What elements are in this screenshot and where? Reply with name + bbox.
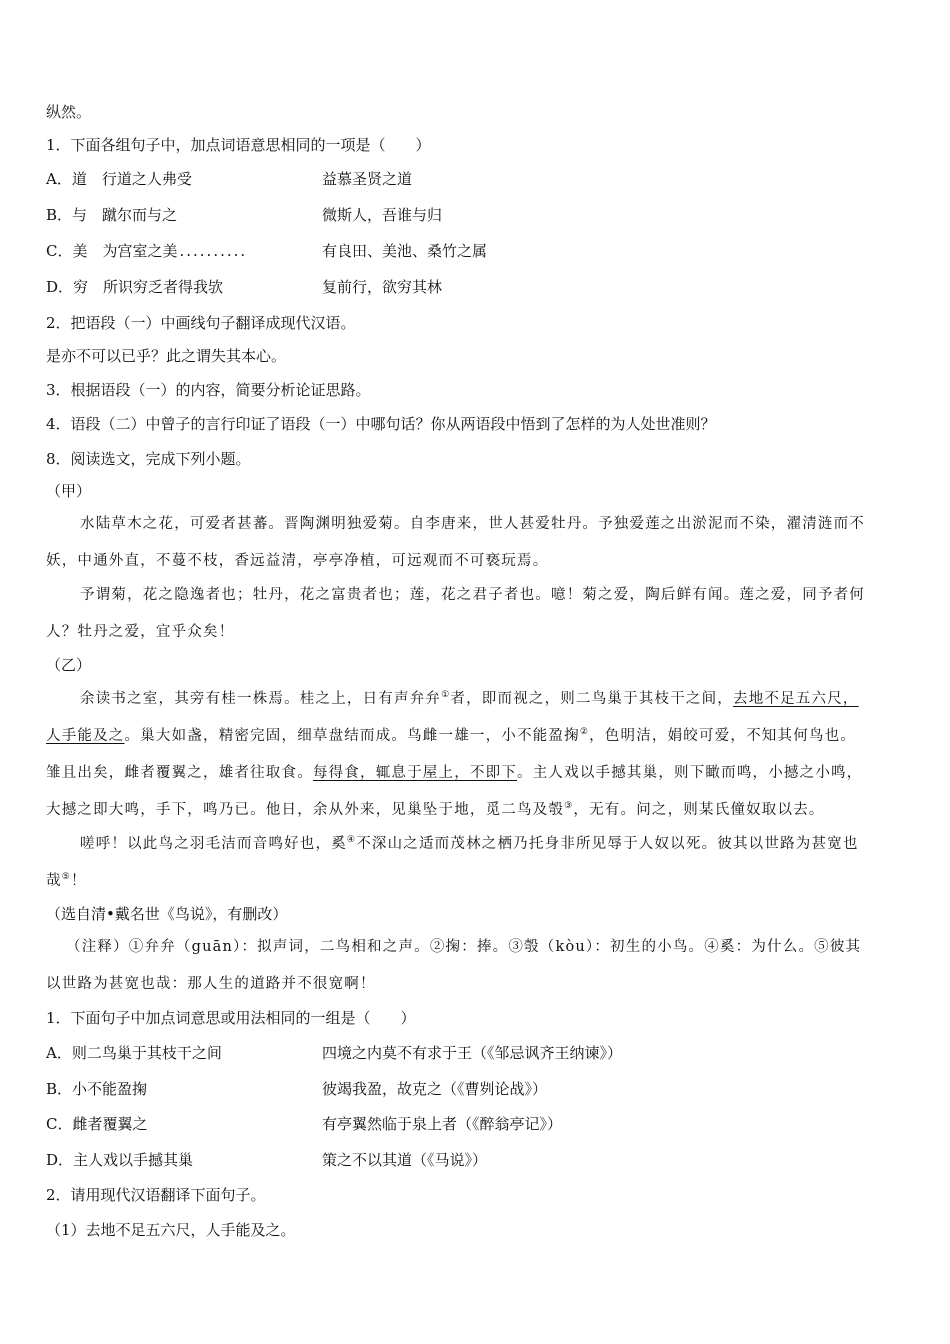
passage-jia-label: （甲） [46, 482, 92, 500]
option-c-sentence-1: C．美 为宫室之美 [46, 242, 178, 260]
option-d-sentence-1: D．穷 所识穷乏者得我欤 [46, 278, 224, 296]
passage-yi-line [80, 834, 859, 854]
sub-option-d-sentence-1: D．主人戏以手撼其巢 [46, 1151, 194, 1169]
passage-text: 。主人戏以手撼其巢，则下瞰而鸣，小撼之小鸣， [517, 765, 863, 781]
annotation-line: （注释）①弁弁（guān）：拟声词，二鸟相和之声。②掬：捧。③彀（kòu）：初生的小鸟。④奚：为什么。⑤彼其 [66, 939, 862, 955]
footnote-marker: ⑤ [61, 872, 71, 883]
question-2: 2．把语段（一）中画线句子翻译成现代汉语。 [46, 314, 356, 332]
passage-text: 不深山之适而茂林之栖乃托身非所见辱于人奴以死。彼其以世路为甚宽也 [356, 836, 859, 852]
passage-text: ，色明洁，娟皎可爱，不知其何鸟也。 [589, 728, 856, 744]
text-line: 纵然。 [46, 103, 92, 121]
sub-option-b-sentence-1: B．小不能盈掬 [46, 1080, 148, 1098]
sub-option-b-sentence-2: 彼竭我盈，故克之（《曹刿论战》） [322, 1080, 548, 1098]
sub-option-d [46, 1150, 488, 1170]
passage-yi-label: （乙） [46, 656, 92, 674]
footnote-marker: ① [441, 690, 451, 701]
footnote-marker: ③ [564, 801, 574, 812]
passage-yi-line [80, 689, 859, 709]
option-d-sentence-2: 复前行，欲穷其林 [322, 278, 443, 296]
passage-jia-line: 水陆草木之花，可爱者甚蕃。晋陶渊明独爱菊。自李唐来，世人甚爱牡丹。予独爱莲之出淤泥而不染，濯清涟而不 [80, 516, 865, 532]
source-citation: （选自清•戴名世《鸟说》，有删改） [46, 905, 288, 923]
footnote-marker: ② [579, 727, 590, 738]
sub-option-a-sentence-1: A．则二鸟巢于其枝干之间 [46, 1044, 222, 1062]
underlined-sentence: 人手能及之 [46, 728, 125, 744]
question-3: 3．根据语段（一）的内容，简要分析论证思路。 [46, 381, 371, 399]
sub-option-c-sentence-2: 有亭翼然临于泉上者（《醉翁亭记》） [322, 1115, 563, 1133]
annotation-line: 以世路为甚宽也哉：那人生的道路并不很宽啊！ [46, 976, 376, 992]
passage-yi-line [46, 871, 87, 891]
option-b [46, 205, 443, 225]
emphasis-dots: .......... [179, 242, 248, 260]
question-2-sentence: 是亦不可以已乎？此之谓失其本心。 [46, 347, 287, 365]
option-d [46, 277, 443, 297]
underlined-sentence: 去地不足五六尺， [733, 691, 859, 707]
option-a [46, 169, 413, 189]
passage-jia-line: 人？牡丹之爱，宜乎众矣！ [46, 624, 235, 640]
passage-jia-line: 予谓菊，花之隐逸者也；牡丹，花之富贵者也；莲，花之君子者也。噫！菊之爱，陶后鲜有闻。莲之爱，同予者何 [80, 587, 865, 603]
sub-option-d-sentence-2: 策之不以其道（《马说》） [322, 1151, 488, 1169]
option-b-sentence-2: 微斯人，吾谁与归 [322, 206, 443, 224]
option-b-sentence-1: B．与 蹴尔而与之 [46, 206, 178, 224]
passage-text: ，无有。问之，则某氏僮奴取以去。 [573, 802, 825, 818]
sub-option-a-sentence-2: 四境之内莫不有求于王（《邹忌讽齐王纳谏》） [322, 1044, 623, 1062]
option-a-sentence-2: 益慕圣贤之道 [322, 170, 413, 188]
underlined-sentence: 每得食，辄息于屋上，不即下 [312, 765, 518, 781]
passage-text: 者，即而视之，则二鸟巢于其枝干之间， [450, 691, 733, 707]
subquestion-1: 1．下面句子中加点词意思或用法相同的一组是（ ） [46, 1009, 416, 1027]
passage-yi-line [46, 800, 825, 820]
footnote-marker: ④ [346, 835, 357, 846]
passage-yi-line [46, 763, 862, 783]
subquestion-2-item-1: （1）去地不足五六尺，人手能及之。 [46, 1221, 296, 1239]
sub-option-c [46, 1114, 563, 1134]
passage-text: 嗟呼！以此鸟之羽毛洁而音鸣好也，奚 [80, 836, 347, 852]
option-a-sentence-1: A．道 行道之人弗受 [46, 170, 192, 188]
passage-text: ！ [70, 873, 87, 889]
option-c [46, 241, 488, 261]
sub-option-a [46, 1043, 623, 1063]
question-1: 1．下面各组句子中，加点词语意思相同的一项是（ ） [46, 136, 431, 154]
option-c-sentence-2: 有良田、美池、桑竹之属 [322, 242, 488, 260]
passage-yi-line [46, 726, 856, 746]
question-4: 4．语段（二）中曾子的言行印证了语段（一）中哪句话？你从两语段中悟到了怎样的为人处世准则？ [46, 415, 716, 433]
passage-text: 雏且出矣，雌者覆翼之，雄者往取食。 [46, 765, 313, 781]
passage-text: 余读书之室，其旁有桂一株焉。桂之上，日有声弁弁 [80, 691, 442, 707]
sub-option-c-sentence-1: C．雌者覆翼之 [46, 1115, 148, 1133]
passage-text: 。巢大如盏，精密完固，细草盘结而成。鸟雌一雄一，小不能盈掬 [124, 728, 580, 744]
passage-text: 大撼之即大鸣，手下，鸣乃已。他日，余从外来，见巢坠于地，觅二鸟及彀 [46, 802, 565, 818]
sub-option-b [46, 1079, 548, 1099]
passage-jia-line: 妖，中通外直，不蔓不枝，香远益清，亭亭净植，可远观而不可亵玩焉。 [46, 553, 549, 569]
passage-text: 哉 [46, 873, 62, 889]
section-8-heading: 8．阅读选文，完成下列小题。 [46, 450, 251, 468]
subquestion-2: 2．请用现代汉语翻译下面句子。 [46, 1186, 266, 1204]
